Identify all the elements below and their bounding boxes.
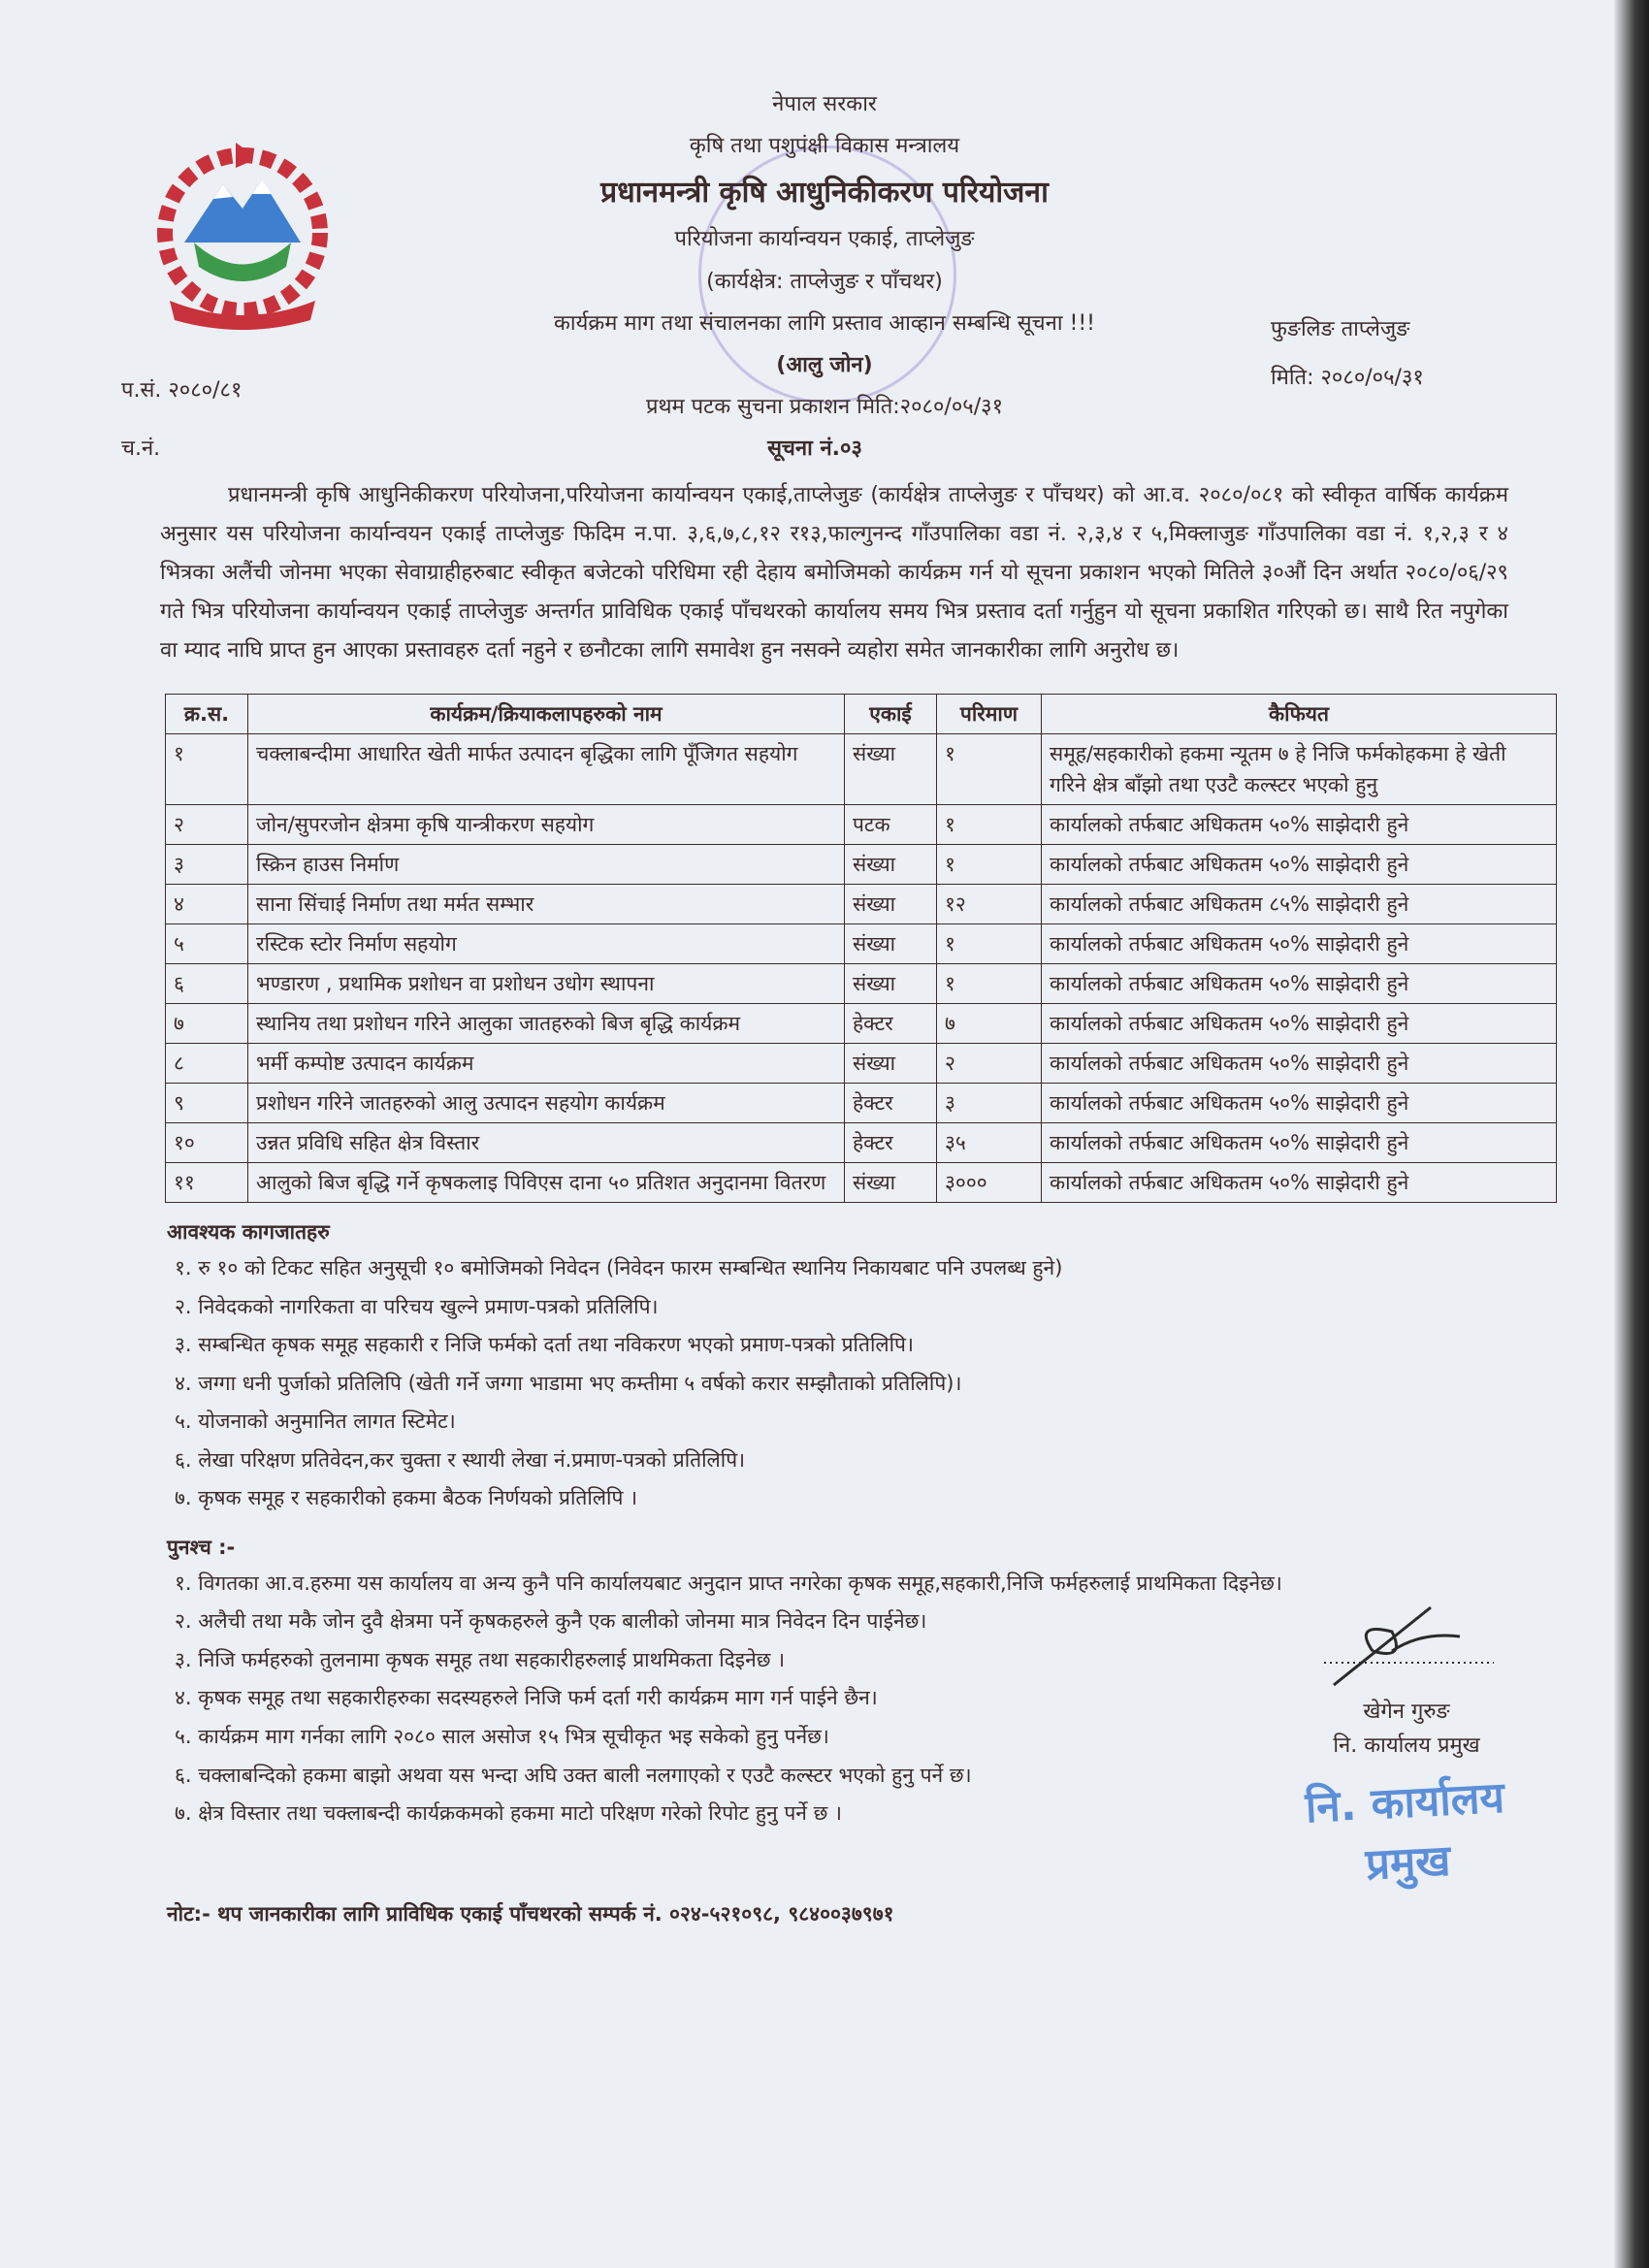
signatory-name: खेगेन गुरुङ xyxy=(1363,1700,1450,1725)
cell-sn: ५ xyxy=(166,924,248,964)
document-item: १. रु १० को टिकट सहित अनुसूची १० बमोजिमको निवेदन (निवेदन फारम सम्बन्धित स्थानिय निकायबाट पनि उपलब्ध हुने) xyxy=(175,1255,1063,1280)
cell-remarks: समूह/सहकारीको हकमा न्यूतम ७ हे निजि फर्मकोहकमा हे खेती गरिने क्षेत्र बाँझो तथा एउटै कल्स्टर भएको हुनु xyxy=(1042,734,1557,805)
cell-program: उन्नत प्रविधि सहित क्षेत्र विस्तार xyxy=(248,1123,845,1163)
cell-program: भर्मी कम्पोष्ट उत्पादन कार्यक्रम xyxy=(248,1044,845,1084)
table-row xyxy=(166,964,1557,1004)
place: फुङलिङ ताप्लेजुङ xyxy=(1271,317,1410,341)
cell-program: प्रशोधन गरिने जातहरुको आलु उत्पादन सहयोग कार्यक्रम xyxy=(248,1084,845,1123)
cell-remarks: कार्यालको तर्फबाट अधिकतम ५०% साझेदारी हुने xyxy=(1042,1084,1557,1123)
table-header-row xyxy=(166,695,1557,734)
cell-program: चक्लाबन्दीमा आधारित खेती मार्फत उत्पादन बृद्धिका लागि पूँजिगत सहयोग xyxy=(248,734,845,805)
table-row xyxy=(166,1004,1557,1044)
cell-remarks: कार्यालको तर्फबाट अधिकतम ५०% साझेदारी हुने xyxy=(1042,1004,1557,1044)
zone-label: (आलु जोन) xyxy=(776,352,873,377)
document-item: ५. योजनाको अनुमानित लागत स्टिमेट। xyxy=(175,1409,456,1434)
documents-title: आवश्यक कागजातहरु xyxy=(167,1220,330,1245)
table-row xyxy=(166,805,1557,845)
cell-unit: संख्या xyxy=(845,734,937,805)
cell-remarks: कार्यालको तर्फबाट अधिकतम ५०% साझेदारी हुने xyxy=(1042,924,1557,964)
cell-remarks: कार्यालको तर्फबाट अधिकतम ८५% साझेदारी हुने xyxy=(1042,885,1557,924)
postscript-item: ७. क्षेत्र विस्तार तथा चक्लाबन्दी कार्यक्रकमको हकमा माटो परिक्षण गरेको रिपोट हुनु पर्ने छ । xyxy=(175,1801,842,1826)
cell-unit: संख्या xyxy=(845,1044,937,1084)
contact-note: नोट:- थप जानकारीका लागि प्राविधिक एकाई पाँचथरको सम्पर्क नं. ०२४-५२१०९८, ९८४००३७९७१ xyxy=(167,1901,894,1926)
postscript-item: ४. कृषक समूह तथा सहकारीहरुका सदस्यहरुले निजि फर्म दर्ता गरी कार्यक्रम माग गर्न पाईने छैन। xyxy=(175,1686,878,1710)
cell-quantity: १ xyxy=(937,734,1042,805)
postscript-title: पुनश्च :- xyxy=(167,1536,236,1560)
cell-sn: १० xyxy=(166,1123,248,1163)
cell-program: जोन/सुपरजोन क्षेत्रमा कृषि यान्त्रीकरण सहयोग xyxy=(248,805,845,845)
date: मिति: २०८०/०५/३१ xyxy=(1271,366,1424,390)
table-row xyxy=(166,845,1557,885)
cell-remarks: कार्यालको तर्फबाट अधिकतम ५०% साझेदारी हुने xyxy=(1042,1123,1557,1163)
table-row xyxy=(166,1163,1557,1203)
document-item: ३. सम्बन्धित कृषक समूह सहकारी र निजि फर्मको दर्ता तथा नविकरण भएको प्रमाण-पत्रको प्रतिलिपि। xyxy=(175,1333,914,1357)
cell-quantity: १ xyxy=(937,964,1042,1004)
table-row xyxy=(166,734,1557,805)
cell-unit: हेक्टर xyxy=(845,1123,937,1163)
letterhead xyxy=(456,87,1193,424)
cell-unit: पटक xyxy=(845,805,937,845)
signatory-designation: नि. कार्यालय प्रमुख xyxy=(1333,1733,1480,1759)
col-quantity: परिमाण xyxy=(937,695,1042,734)
cell-program: साना सिंचाई निर्माण तथा मर्मत सम्भार xyxy=(248,885,845,924)
cell-quantity: १२ xyxy=(937,885,1042,924)
cell-unit: संख्या xyxy=(845,1163,937,1203)
postscript-item: ६. चक्लाबन्दिको हकमा बाझो अथवा यस भन्दा अघि उक्त बाली नलगाएको र एउटै कल्स्टर भएको हुनु पर्ने छ। xyxy=(175,1763,972,1787)
document-item: ६. लेखा परिक्षण प्रतिवेदन,कर चुक्ता र स्थायी लेखा नं.प्रमाण-पत्रको प्रतिलिपि। xyxy=(175,1447,746,1472)
cell-remarks: कार्यालको तर्फबाट अधिकतम ५०% साझेदारी हुने xyxy=(1042,964,1557,1004)
table-row xyxy=(166,885,1557,924)
table-row xyxy=(166,924,1557,964)
postscript-item: २. अलैची तथा मकै जोन दुवै क्षेत्रमा पर्ने कृषकहरुले कुनै एक बालीको जोनमा मात्र निवेदन दिन पाईनेछ। xyxy=(175,1609,927,1634)
signature-icon xyxy=(1314,1603,1499,1690)
table-row xyxy=(166,1044,1557,1084)
notice-row xyxy=(121,432,1508,470)
cell-program: रस्टिक स्टोर निर्माण सहयोग xyxy=(248,924,845,964)
cell-sn: ६ xyxy=(166,964,248,1004)
cell-unit: संख्या xyxy=(845,845,937,885)
document-item: २. निवेदकको नागरिकता वा परिचय खुल्ने प्रमाण-पत्रको प्रतिलिपि। xyxy=(175,1294,659,1318)
cell-unit: संख्या xyxy=(845,924,937,964)
cell-unit: संख्या xyxy=(845,964,937,1004)
document-item: ४. जग्गा धनी पुर्जाको प्रतिलिपि (खेती गर्ने जग्गा भाडामा भए कम्तीमा ५ वर्षको करार सम्झौताको प्रतिलिपि)। xyxy=(175,1371,962,1395)
cell-quantity: ३५ xyxy=(937,1123,1042,1163)
first-publish-date: प्रथम पटक सुचना प्रकाशन मिति:२०८०/०५/३१ xyxy=(645,395,1004,420)
government-name: नेपाल सरकार xyxy=(772,92,877,116)
cell-program: स्थानिय तथा प्रशोधन गरिने आलुका जातहरुको बिज बृद्धि कार्यक्रम xyxy=(248,1004,845,1044)
cell-remarks: कार्यालको तर्फबाट अधिकतम ५०% साझेदारी हुने xyxy=(1042,845,1557,885)
signature-block xyxy=(1261,1603,1552,1893)
program-table xyxy=(165,694,1557,1203)
col-sn: क्र.स. xyxy=(166,695,248,734)
dispatch-number: च.नं. xyxy=(121,437,161,462)
cell-sn: १ xyxy=(166,734,248,805)
postscript xyxy=(167,1532,1552,1930)
cell-sn: ४ xyxy=(166,885,248,924)
cell-quantity: ७ xyxy=(937,1004,1042,1044)
cell-quantity: १ xyxy=(937,924,1042,964)
cell-quantity: २ xyxy=(937,1044,1042,1084)
body-paragraph: प्रधानमन्त्री कृषि आधुनिकीकरण परियोजना,परियोजना कार्यान्वयन एकाई,ताप्लेजुङ (कार्यक्षेत्र ताप्लेजुङ र पाँचथर) को आ.व. २०८०/०८१ को स्वीकृत वार्षिक कार्यक्रम अनुसार यस परियोजना कार्यान्वयन एकाई ताप्लेजुङ फिदिम न.पा. ३,६,७,८,१२ र१३,फाल्गुनन्द गाँउपालिका वडा नं. २,३,४ र ५,मिक्लाजुङ गाँउपालिका वडा नं. १,२,३ र ४ भित्रका अलैंची जोनमा भएका सेवाग्राहीहरुबाट स्वीकृत बजेटको परिधिमा रही देहाय बमोजिमको कार्यक्रम गर्न यो सूचना प्रकाशन भएको मितिले ३०औं दिन अर्थात २०८०/०६/२९ गते भित्र परियोजना कार्यान्वयन एकाई ताप्लेजुङ अन्तर्गत प्राविधिक एकाई पाँचथरको कार्यालय समय भित्र प्रस्ताव दर्ता गर्नुहुन यो सूचना प्रकाशित गरिएको छ। साथै रित नपुगेका वा म्याद नाघि प्राप्त हुन आएका प्रस्तावहरु दर्ता नहुने र छनौटका लागि समावेश हुन नसक्ने व्यहोरा समेत जानकारीका लागि अनुरोध छ। xyxy=(160,483,1508,664)
cell-sn: ८ xyxy=(166,1044,248,1084)
cell-sn: २ xyxy=(166,805,248,845)
table-row xyxy=(166,1123,1557,1163)
postscript-item: ३. निजि फर्महरुको तुलनामा कृषक समूह तथा सहकारीहरुलाई प्राथमिकता दिइनेछ । xyxy=(175,1647,786,1671)
cell-remarks: कार्यालको तर्फबाट अधिकतम ५०% साझेदारी हुने xyxy=(1042,1163,1557,1203)
designation-stamp: नि. कार्यालय प्रमुख xyxy=(1304,1772,1506,1890)
postscript-item: १. विगतका आ.व.हरुमा यस कार्यालय वा अन्य कुनै पनि कार्यालयबाट अनुदान प्राप्त नगरेका कृषक समूह,सहकारी,निजि फर्महरुलाई प्राथमिकता दिइनेछ। xyxy=(175,1571,1282,1595)
work-area: (कार्यक्षेत्र: ताप्लेजुङ र पाँचथर) xyxy=(706,269,943,294)
cell-sn: ११ xyxy=(166,1163,248,1203)
cell-remarks: कार्यालको तर्फबाट अधिकतम ५०% साझेदारी हुने xyxy=(1042,805,1557,845)
col-unit: एकाई xyxy=(845,695,937,734)
cell-unit: संख्या xyxy=(845,885,937,924)
cell-sn: ९ xyxy=(166,1084,248,1123)
cell-program: आलुको बिज बृद्धि गर्ने कृषकलाइ पिविएस दाना ५० प्रतिशत अनुदानमा वितरण xyxy=(248,1163,845,1203)
cell-sn: ३ xyxy=(166,845,248,885)
required-documents xyxy=(167,1216,1552,1518)
cell-quantity: १ xyxy=(937,845,1042,885)
notice-title: कार्यक्रम माग तथा संचालनका लागि प्रस्ताव आव्हान सम्बन्धि सूचना !!! xyxy=(554,310,1095,336)
cell-unit: हेक्टर xyxy=(845,1004,937,1044)
cell-quantity: १ xyxy=(937,805,1042,845)
col-program: कार्यक्रम/क्रियाकलापहरुको नाम xyxy=(248,695,845,734)
document-item: ७. कृषक समूह र सहकारीको हकमा बैठक निर्णयको प्रतिलिपि । xyxy=(175,1486,638,1510)
cell-program: स्क्रिन हाउस निर्माण xyxy=(248,845,845,885)
table-row xyxy=(166,1084,1557,1123)
col-remarks: कैफियत xyxy=(1042,695,1557,734)
notice-number: सूचना नं.०३ xyxy=(767,437,862,462)
ministry-name: कृषि तथा पशुपंक्षी विकास मन्त्रालय xyxy=(689,134,960,159)
reference-number: प.सं. २०८०/८१ xyxy=(121,378,242,403)
cell-remarks: कार्यालको तर्फबाट अधिकतम ५०% साझेदारी हुने xyxy=(1042,1044,1557,1084)
cell-program: भण्डारण , प्रथामिक प्रशोधन वा प्रशोधन उधोग स्थापना xyxy=(248,964,845,1004)
project-title: प्रधानमन्त्री कृषि आधुनिकीकरण परियोजना xyxy=(600,176,1049,211)
cell-quantity: ३ xyxy=(937,1084,1042,1123)
cell-sn: ७ xyxy=(166,1004,248,1044)
cell-quantity: ३००० xyxy=(937,1163,1042,1203)
unit-name: परियोजना कार्यान्वयन एकाई, ताप्लेजुङ xyxy=(674,227,975,252)
postscript-item: ५. कार्यक्रम माग गर्नका लागि २०८० साल असोज १५ भित्र सूचीकृत भइ सकेको हुनु पर्नेछ। xyxy=(175,1725,829,1749)
cell-unit: हेक्टर xyxy=(845,1084,937,1123)
